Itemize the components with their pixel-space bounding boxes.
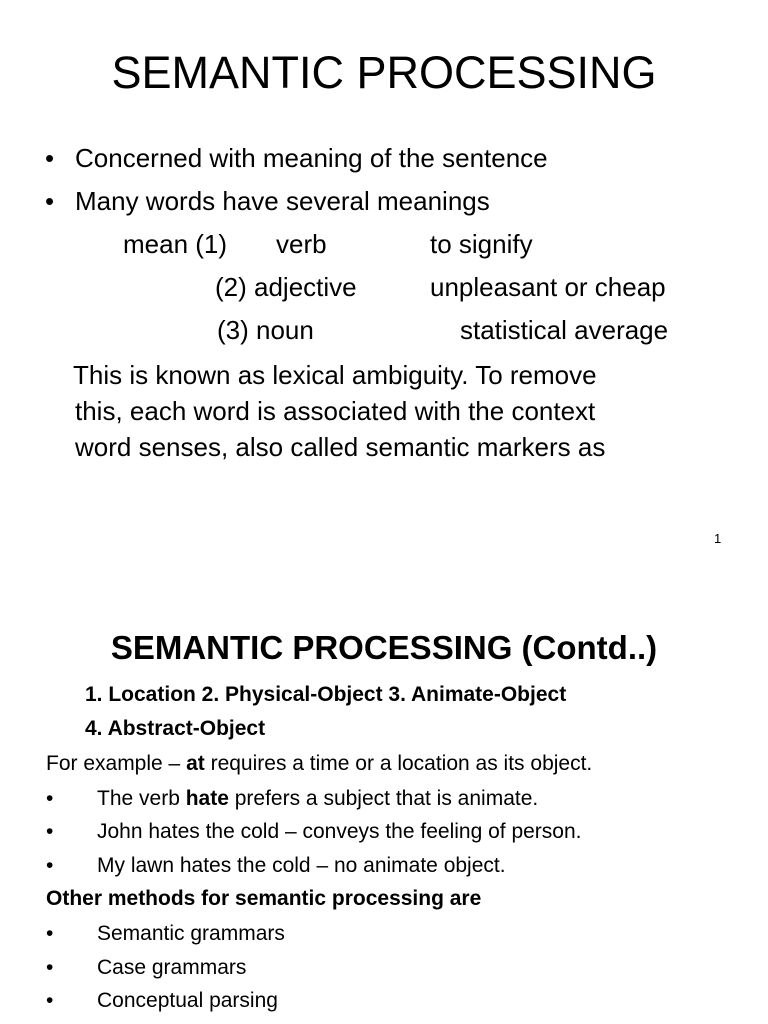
paragraph-line: This is known as lexical ambiguity. To remove [73,360,597,390]
meaning-3-definition: statistical average [460,315,669,345]
meaning-2-label: (2) adjective [215,272,357,302]
paragraph-line: this, each word is associated with the context [75,396,596,426]
bullet-dot: • [46,820,54,843]
method-item: Semantic grammars [97,922,285,945]
example-line [46,751,592,777]
bullet-text: The verb [97,787,186,810]
slide1-bullet-2 [45,186,490,216]
paragraph-line: word senses, also called semantic markers as [75,432,606,462]
bullet-text: Many words have several meanings [75,186,490,216]
example-text: For example – [46,752,187,775]
categories-line-2: 4. Abstract-Object [85,717,266,740]
meaning-2-definition: unpleasant or cheap [430,272,666,302]
other-methods-heading: Other methods for semantic processing are [46,887,482,910]
meaning-1-definition: to signify [430,229,533,259]
bullet-dot: • [46,956,54,979]
method-item: Case grammars [97,956,247,979]
slide2-title: SEMANTIC PROCESSING (Contd..) [110,629,658,666]
slide2-bullet-3: My lawn hates the cold – no animate object. [97,854,506,877]
meaning-1-pos: verb [276,229,327,259]
meaning-1-label: mean (1) [123,229,228,259]
bullet-dot: • [46,989,54,1012]
example-text: requires a time or a location as its object. [204,752,593,775]
bullet-dot: • [45,186,55,216]
bullet-keyword: hate [185,787,229,810]
slide1-paragraph [73,357,605,465]
example-keyword: at [186,752,205,775]
categories-line-1: 1. Location 2. Physical-Object 3. Animate-Object [85,683,567,706]
bullet-text: prefers a subject that is animate. [228,787,539,810]
slide2-bullet-2: John hates the cold – conveys the feeling of person. [97,820,582,843]
slide1-bullet-1 [45,143,548,173]
slide1-title: SEMANTIC PROCESSING [111,47,657,98]
meaning-3-label: (3) noun [217,315,314,345]
bullet-dot: • [46,854,54,877]
page-number: 1 [714,531,722,546]
bullet-dot: • [46,787,54,810]
bullet-text: Concerned with meaning of the sentence [75,143,548,173]
bullet-dot: • [45,143,55,173]
slide2-bullet-1 [97,786,538,812]
bullet-dot: • [46,922,54,945]
method-item: Conceptual parsing [97,989,278,1012]
